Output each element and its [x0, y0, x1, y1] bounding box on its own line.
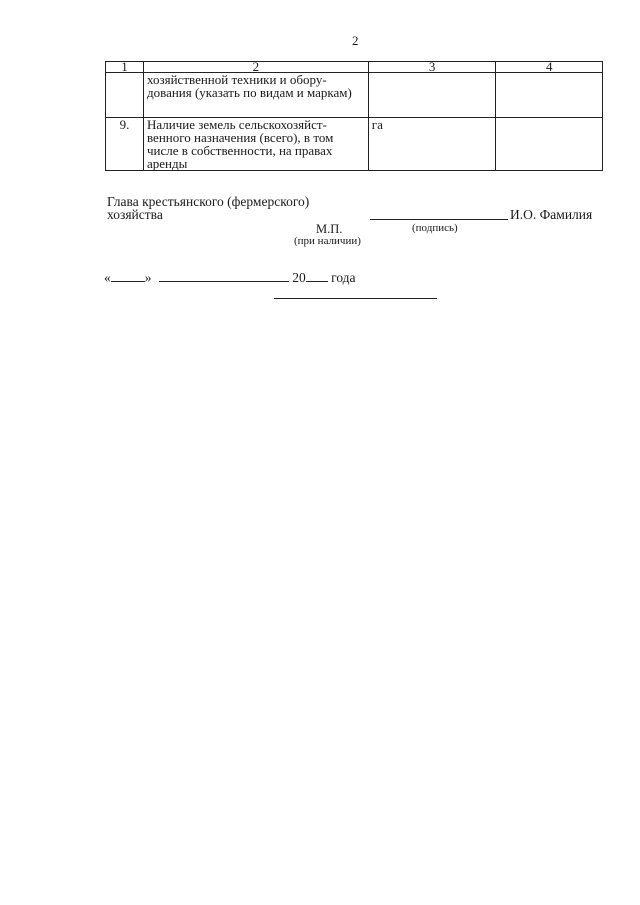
row-unit: га [368, 118, 496, 171]
stamp-place-note: (при наличии) [294, 235, 361, 247]
year-prefix: 20 [292, 270, 306, 285]
year-suffix: года [331, 270, 356, 285]
row-description: хозяйственной техники и обору-дования (указать по видам и маркам) [143, 73, 368, 118]
row-unit [368, 73, 496, 118]
date-close-quote: » [144, 270, 152, 285]
row-description: Наличие земель сельскохозяйст-венного назначения (всего), в том числе в собственности, на правах аренды [143, 118, 368, 171]
table-header-cell: 1 [106, 62, 144, 73]
stamp-place-label: М.П. [316, 222, 343, 236]
form-table [105, 61, 603, 171]
row-value [496, 118, 603, 171]
month-blank [159, 271, 289, 282]
signatory-name: И.О. Фамилия [510, 207, 593, 222]
head-title-line1: Глава крестьянского (фермерского) [107, 194, 310, 209]
row-number [106, 73, 144, 118]
table-header-row [106, 62, 603, 73]
year-blank [306, 271, 328, 282]
row-number: 9. [106, 118, 144, 171]
bottom-underline [274, 298, 437, 299]
date-line [104, 270, 356, 286]
table-row [106, 118, 603, 171]
table-header-cell: 4 [496, 62, 603, 73]
signature-line [370, 219, 508, 220]
head-title [107, 195, 309, 221]
signature-caption: (подпись) [412, 222, 458, 234]
table-header-cell: 3 [368, 62, 496, 73]
table-header-cell: 2 [143, 62, 368, 73]
head-title-line2: хозяйства [107, 207, 163, 222]
row-value [496, 73, 603, 118]
day-blank [111, 271, 145, 282]
date-open-quote: « [104, 270, 111, 285]
page-number: 2 [352, 33, 359, 48]
table-row [106, 73, 603, 118]
